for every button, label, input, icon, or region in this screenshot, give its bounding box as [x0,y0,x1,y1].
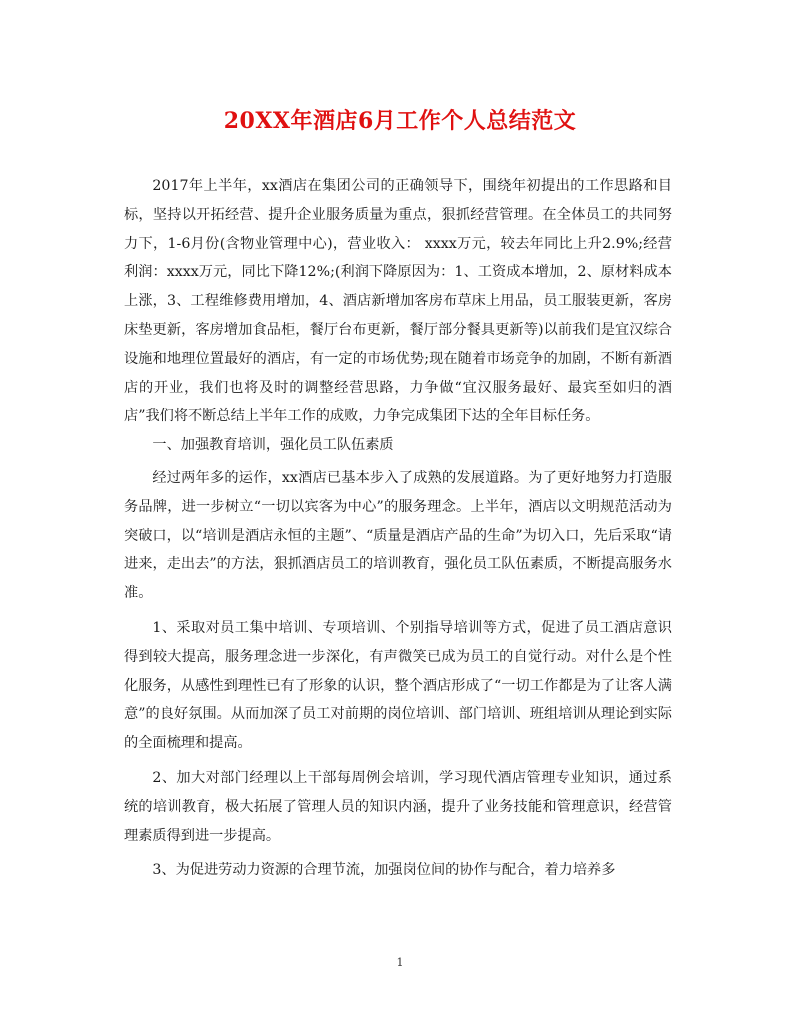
page-number: 1 [396,956,404,969]
document-body [124,172,672,885]
paragraph-item-2: 2、加大对部门经理以上干部每周例会培训，学习现代酒店管理专业知识，通过系统的培训教育，极大拓展了管理人员的知识内涵，提升了业务技能和管理意识，经营管理素质得到进一步提高。 [124,769,672,844]
paragraph-training-overview: 经过两年多的运作，xx酒店已基本步入了成熟的发展道路。为了更好地努力打造服务品牌，进一步树立“一切以宾客为中心”的服务理念。上半年，酒店以文明规范活动为突破口，以“培训是酒店永恒的主题”、“质量是酒店产品的生命”为切入口，先后采取“请进来，走出去”的方法，狠抓酒店员工的培训教育，强化员工队伍素质，不断提高服务水准。 [124,469,672,602]
paragraph-item-3: 3、为促进劳动力资源的合理节流，加强岗位间的协作与配合，着力培养多 [152,862,616,879]
paragraph-item-1: 1、采取对员工集中培训、专项培训、个别指导培训等方式，促进了员工酒店意识得到较大提高，服务理念进一步深化，有声微笑已成为员工的自觉行动。对什么是个性化服务，从感性到理性已有了形象的认识，整个酒店形成了“一切工作都是为了让客人满意”的良好氛围。从而加深了员工对前期的岗位培训、部门培训、班组培训从理论到实际的全面梳理和提高。 [124,619,672,752]
paragraph-intro: 2017年上半年，xx酒店在集团公司的正确领导下，围绕年初提出的工作思路和目标，坚持以开拓经营、提升企业服务质量为重点，狠抓经营管理。在全体员工的共同努力下，1-6月份(含物业管理中心)，营业收入： xxxx万元，较去年同比上升2.9%;经营利润：xxxx万元，同比下降12%;(利润下降原因为：1、工资成本增加，2、原材料成本上涨，3、工程维修费用增加，4、酒店新增加客房布草床上用品，员工服装更新，客房床垫更新，客房增加食品柜，餐厅台布更新，餐厅部分餐具更新等)以前我们是宜汉综合设施和地理位置最好的酒店，有一定的市场优势;现在随着市场竞争的加剧，不断有新酒店的开业，我们也将及时的调整经营思路，力争做“宜汉服务最好、最宾至如归的酒店”我们将不断总结上半年工作的成败，力争完成集团下达的全年目标任务。 [124,178,672,425]
section-heading-training: 一、加强教育培训，强化员工队伍素质 [152,437,394,454]
document-title: 20XX年酒店6月工作个人总结范文 [223,108,577,134]
